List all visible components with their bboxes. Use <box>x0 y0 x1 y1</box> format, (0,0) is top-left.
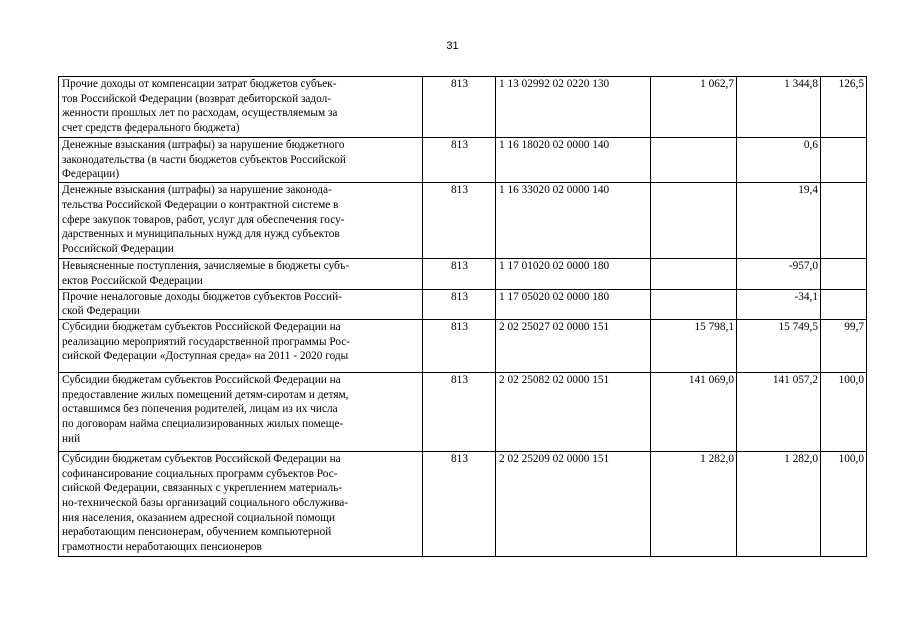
plan-amount-cell: 1 062,7 <box>651 77 737 138</box>
revenue-name-line: предоставление жилых помещений детям-сиротам и детям, <box>62 388 349 401</box>
table-row <box>59 319 867 372</box>
revenue-name-line: по договорам найма специализированных жилых помеще- <box>62 418 344 431</box>
execution-percent-cell <box>821 289 867 319</box>
revenue-name-line: неработающим пенсионерам, обучением компьютерной <box>62 526 332 539</box>
revenue-name-line: ния населения, оказанием адресной социальной помощи <box>62 511 335 524</box>
plan-amount-cell <box>651 289 737 319</box>
revenue-name-line: ской Федерации <box>62 305 140 318</box>
table-row <box>59 138 867 183</box>
budget-classification-code-cell: 1 13 02992 02 0220 130 <box>496 77 651 138</box>
table-row <box>59 259 867 289</box>
plan-amount-cell: 15 798,1 <box>651 319 737 372</box>
execution-percent-cell <box>821 259 867 289</box>
table-row <box>59 289 867 319</box>
execution-percent-cell: 99,7 <box>821 319 867 372</box>
budget-classification-code-cell: 1 16 18020 02 0000 140 <box>496 138 651 183</box>
revenue-name-line: законодательства (в части бюджетов субъектов Российской <box>62 153 346 166</box>
revenue-name-line: ектов Российской Федерации <box>62 274 203 287</box>
executed-amount-cell: -957,0 <box>737 259 821 289</box>
revenue-name-cell <box>59 77 423 138</box>
admin-code-cell: 813 <box>423 77 496 138</box>
plan-amount-cell <box>651 138 737 183</box>
plan-amount-cell <box>651 259 737 289</box>
executed-amount-cell: 19,4 <box>737 183 821 259</box>
revenue-name-line: тов Российской Федерации (возврат дебиторской задол- <box>62 92 332 105</box>
revenue-name-line: грамотности неработающих пенсионеров <box>62 541 262 554</box>
revenue-name-line: оставшимся без попечения родителей, лицам из их числа <box>62 403 338 416</box>
revenue-name-cell <box>59 259 423 289</box>
budget-classification-code-cell: 2 02 25082 02 0000 151 <box>496 372 651 451</box>
revenue-name-line: но-технической базы организаций социального обслужива- <box>62 497 349 510</box>
revenue-name-line: дарственных и муниципальных нужд для нужд субъектов <box>62 228 340 241</box>
execution-percent-cell <box>821 138 867 183</box>
execution-percent-cell: 100,0 <box>821 451 867 556</box>
revenue-name-cell <box>59 138 423 183</box>
budget-classification-code-cell: 1 17 01020 02 0000 180 <box>496 259 651 289</box>
admin-code-cell: 813 <box>423 183 496 259</box>
executed-amount-cell: 141 057,2 <box>737 372 821 451</box>
revenue-name-line: Субсидии бюджетам субъектов Российской Федерации на <box>62 452 341 465</box>
execution-percent-cell <box>821 183 867 259</box>
revenue-name-line: реализацию мероприятий государственной программы Рос- <box>62 335 351 348</box>
revenue-name-line: Невыясненные поступления, зачисляемые в бюджеты субъ- <box>62 260 350 273</box>
revenue-name-line: Российской Федерации <box>62 242 174 255</box>
budget-revenue-table <box>58 76 867 557</box>
revenue-name-line: сфере закупок товаров, работ, услуг для обеспечения госу- <box>62 213 345 226</box>
admin-code-cell: 813 <box>423 259 496 289</box>
revenue-name-line: счет средств федерального бюджета) <box>62 122 240 135</box>
admin-code-cell: 813 <box>423 451 496 556</box>
table-row <box>59 183 867 259</box>
budget-classification-code-cell: 1 16 33020 02 0000 140 <box>496 183 651 259</box>
executed-amount-cell: 1 282,0 <box>737 451 821 556</box>
revenue-name-line: сийской Федерации, связанных с укреплением материаль- <box>62 482 343 495</box>
revenue-name-cell <box>59 183 423 259</box>
budget-classification-code-cell: 1 17 05020 02 0000 180 <box>496 289 651 319</box>
executed-amount-cell: 1 344,8 <box>737 77 821 138</box>
revenue-name-line: Субсидии бюджетам субъектов Российской Федерации на <box>62 373 341 386</box>
table-row <box>59 77 867 138</box>
revenue-name-line: сийской Федерации «Доступная среда» на 2011 - 2020 годы <box>62 350 349 363</box>
table-row <box>59 372 867 451</box>
executed-amount-cell: 0,6 <box>737 138 821 183</box>
revenue-name-line: Прочие неналоговые доходы бюджетов субъектов Россий- <box>62 290 342 303</box>
page-number: 31 <box>446 40 459 52</box>
admin-code-cell: 813 <box>423 372 496 451</box>
revenue-name-cell <box>59 289 423 319</box>
revenue-name-cell <box>59 451 423 556</box>
executed-amount-cell: -34,1 <box>737 289 821 319</box>
revenue-name-line: Прочие доходы от компенсации затрат бюджетов субъек- <box>62 78 337 90</box>
revenue-name-line: Денежные взыскания (штрафы) за нарушение законода- <box>62 184 332 197</box>
budget-classification-code-cell: 2 02 25209 02 0000 151 <box>496 451 651 556</box>
execution-percent-cell: 100,0 <box>821 372 867 451</box>
admin-code-cell: 813 <box>423 138 496 183</box>
revenue-name-cell <box>59 372 423 451</box>
executed-amount-cell: 15 749,5 <box>737 319 821 372</box>
revenue-name-line: Субсидии бюджетам субъектов Российской Федерации на <box>62 320 341 333</box>
plan-amount-cell <box>651 183 737 259</box>
revenue-name-line: софинансирование социальных программ субъектов Рос- <box>62 467 338 480</box>
budget-classification-code-cell: 2 02 25027 02 0000 151 <box>496 319 651 372</box>
execution-percent-cell: 126,5 <box>821 77 867 138</box>
admin-code-cell: 813 <box>423 289 496 319</box>
revenue-name-line: женности прошлых лет по расходам, осуществляемым за <box>62 107 338 120</box>
table-row <box>59 451 867 556</box>
revenue-name-cell <box>59 319 423 372</box>
plan-amount-cell: 1 282,0 <box>651 451 737 556</box>
revenue-name-line: Денежные взыскания (штрафы) за нарушение бюджетного <box>62 139 345 151</box>
revenue-name-line: тельства Российской Федерации о контрактной системе в <box>62 198 339 211</box>
revenue-name-line: Федерации) <box>62 168 120 181</box>
revenue-name-line: ний <box>62 432 81 445</box>
admin-code-cell: 813 <box>423 319 496 372</box>
plan-amount-cell: 141 069,0 <box>651 372 737 451</box>
